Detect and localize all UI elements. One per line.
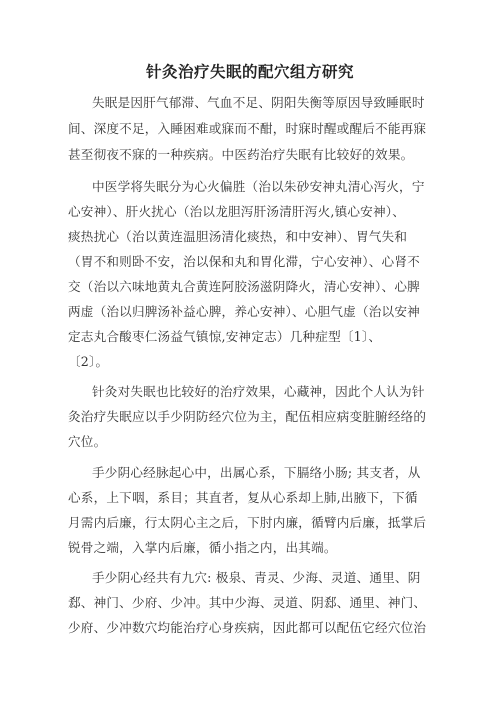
paragraph-1-line-2: 间、深度不足，入睡困难或寐而不酣，时寐时醒或醒后不能再寐 <box>68 121 427 136</box>
paragraph-3-line-3: 穴位。 <box>68 434 107 449</box>
paragraph-2-line-7: 定志丸合酸枣仁汤益气镇惊,安神定志）几种症型〔1〕、 <box>68 329 382 344</box>
paragraph-4-line-4: 锐骨之端，入掌内后廉，循小指之内，出其端。 <box>68 540 337 555</box>
paragraph-2-line-1: 中医学将失眠分为心火偏胜（治以朱砂安神丸清心泻火，宁 <box>92 179 425 194</box>
paragraph-4-line-3: 月需内后廉，行太阴心主之后，下肘内廉，循臂内后廉，抵掌后 <box>68 515 427 530</box>
document-title: 针灸治疗失眠的配穴组方研究 <box>145 62 354 81</box>
paragraph-4-line-2: 心系，上下咽，系目；其直者，复从心系却上肺,出腋下，下循 <box>68 490 418 505</box>
paragraph-1-line-1: 失眠是因肝气郁滞、气血不足、阴阳失衡等原因导致睡眠时 <box>92 95 425 110</box>
paragraph-2-line-6: 两虚（治以归脾汤补益心脾，养心安神）、心胆气虚（治以安神 <box>68 304 420 319</box>
paragraph-2-line-4: （胃不和则卧不安，治以保和丸和胃化滞，宁心安神）、心肾不 <box>68 254 420 269</box>
paragraph-4-line-1: 手少阴心经脉起心中，出属心系，下膈络小肠; 其支者，从 <box>92 465 421 480</box>
paragraph-5-line-2: 郄、神门、少府、少冲。其中少海、灵道、阴郄、通里、神门、 <box>68 595 427 610</box>
paragraph-2-line-5: 交（治以六味地黄丸合黄连阿胶汤滋阴降火，清心安神）、心脾 <box>68 279 420 294</box>
paragraph-3-line-1: 针灸对失眠也比较好的治疗效果，心藏神，因此个人认为针 <box>92 384 425 399</box>
paragraph-3-line-2: 灸治疗失眠应以手少阴防经穴位为主，配伍相应病变脏腑经络的 <box>68 409 427 424</box>
paragraph-5-line-1: 手少阴心经共有九穴: 极泉、青灵、少海、灵道、通里、阴 <box>92 570 421 585</box>
paragraph-2-line-3: 痰热扰心（治以黄连温胆汤清化痰热，和中安神）、胃气失和 <box>68 229 408 244</box>
paragraph-2-line-2: 心安神）、肝火扰心（治以龙胆泻肝汤清肝泻火,镇心安神）、 <box>68 204 406 219</box>
paragraph-5-line-3: 少府、少冲数穴均能治疗心身疾病，因此都可以配伍它经穴位治 <box>68 620 427 635</box>
paragraph-2-line-8: 〔2〕。 <box>68 354 109 369</box>
paragraph-1-line-3: 甚至彻夜不寐的一种疾病。中医药治疗失眠有比较好的效果。 <box>68 147 414 162</box>
